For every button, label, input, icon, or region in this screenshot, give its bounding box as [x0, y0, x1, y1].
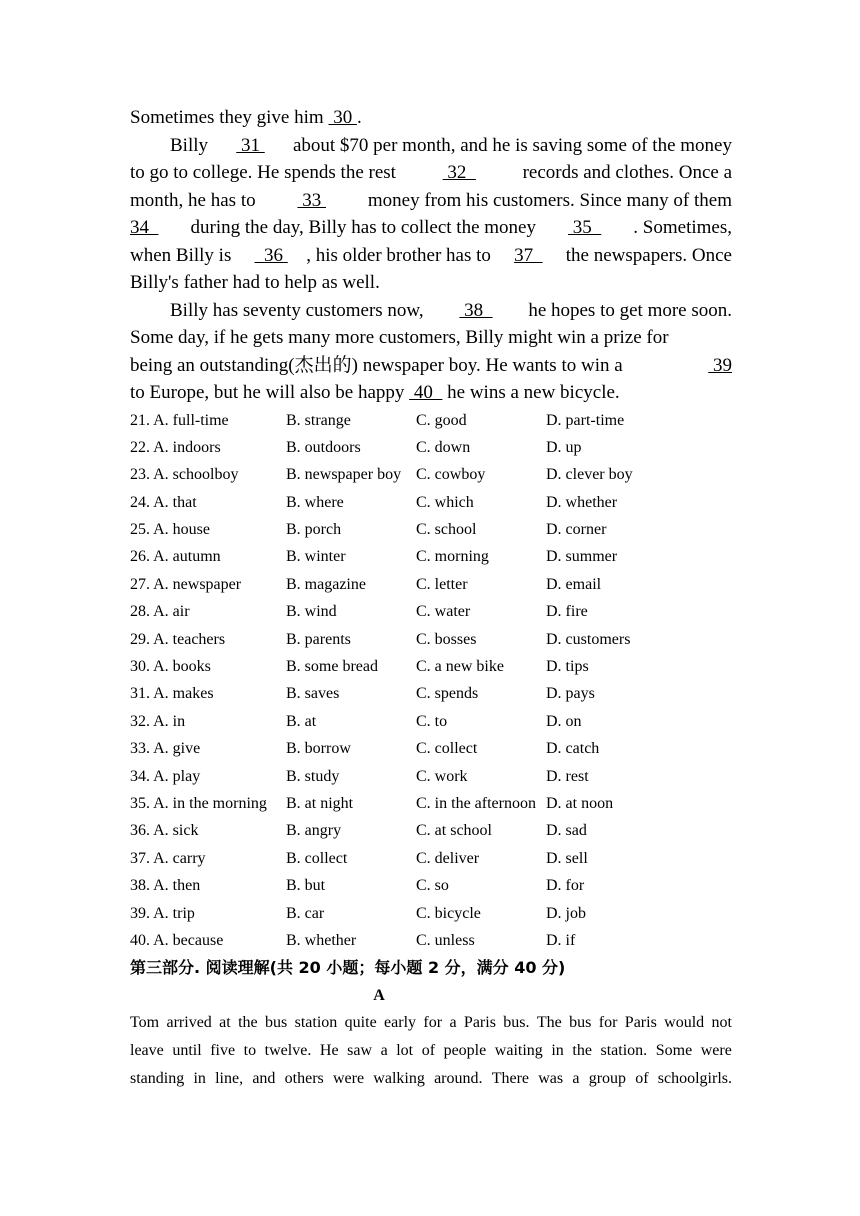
- reading-line: leave until five to twelve. He saw a lot of people waiting in the station. Some were: [130, 1041, 732, 1059]
- passage-text: he wins a new bicycle.: [442, 382, 620, 403]
- option-choice: B. whether: [286, 931, 357, 949]
- option-choice: D. rest: [546, 767, 589, 785]
- section-heading: 第三部分. 阅读理解(共 20 小题；每小题 2 分，满分 40 分): [130, 958, 566, 978]
- option-choice: 29. A. teachers: [130, 630, 226, 648]
- option-choice: 26. A. autumn: [130, 548, 221, 566]
- answer-blank: 34: [130, 217, 159, 238]
- answer-blank: 38: [459, 299, 493, 321]
- answer-blank: 31: [236, 134, 265, 156]
- passage-text: Some day, if he gets many more customers, Billy might win a prize for: [130, 327, 669, 348]
- passage-text: when Billy is: [130, 244, 237, 266]
- option-choice: C. water: [416, 603, 471, 621]
- option-choice: 23. A. schoolboy: [130, 466, 239, 484]
- answer-blank: 40: [409, 382, 443, 403]
- option-choice: 25. A. house: [130, 521, 210, 539]
- option-choice: C. which: [416, 493, 474, 511]
- option-choice: 30. A. books: [130, 658, 211, 676]
- option-choice: 33. A. give: [130, 740, 201, 758]
- document-page: [130, 104, 732, 1092]
- option-choice: D. whether: [546, 493, 618, 511]
- option-choice: D. pays: [546, 685, 595, 703]
- option-row: [130, 461, 732, 488]
- option-choice: C. deliver: [416, 849, 480, 867]
- option-row: [130, 872, 732, 899]
- option-choice: C. bosses: [416, 630, 477, 648]
- option-row: [130, 763, 732, 790]
- passage-text: month, he has to: [130, 189, 261, 211]
- option-choice: C. letter: [416, 575, 468, 593]
- passage-line: [130, 242, 732, 270]
- option-row: [130, 489, 732, 516]
- passage-line: [130, 297, 732, 325]
- option-choice: C. cowboy: [416, 466, 486, 484]
- option-choice: D. catch: [546, 740, 600, 758]
- passage-text: Billy: [170, 134, 213, 156]
- option-row: [130, 653, 732, 680]
- passage-line: [130, 324, 732, 352]
- option-row: [130, 626, 732, 653]
- passage-line: [130, 379, 732, 407]
- option-choice: D. customers: [546, 630, 631, 648]
- option-row: [130, 434, 732, 461]
- option-choice: C. morning: [416, 548, 489, 566]
- answer-blank: 35: [568, 217, 602, 238]
- option-choice: B. saves: [286, 685, 340, 703]
- option-choice: D. on: [546, 712, 582, 730]
- option-choice: B. at: [286, 712, 317, 730]
- option-choice: B. magazine: [286, 575, 366, 593]
- passage-line: [130, 214, 732, 242]
- passage-text: .: [356, 107, 362, 128]
- option-choice: C. collect: [416, 740, 478, 758]
- option-row: [130, 735, 732, 762]
- option-row: [130, 790, 732, 817]
- option-choice: D. email: [546, 575, 602, 593]
- option-choice: 32. A. in: [130, 712, 186, 730]
- option-row: [130, 680, 732, 707]
- option-choice: B. parents: [286, 630, 351, 648]
- option-choice: C. so: [416, 877, 449, 895]
- passage-text: being an outstanding(杰出的) newspaper boy. He wants to win a: [130, 354, 637, 376]
- passage-line: [130, 352, 732, 380]
- option-choice: C. good: [416, 411, 467, 429]
- option-choice: B. where: [286, 493, 344, 511]
- option-choice: D. fire: [546, 603, 588, 621]
- reading-passage-a: [130, 1009, 732, 1092]
- option-choice: C. work: [416, 767, 468, 785]
- passage-text: , his older brother has to: [306, 244, 496, 266]
- option-choice: B. winter: [286, 548, 346, 566]
- passage-text: about $70 per month, and he is saving some of the money: [288, 134, 732, 156]
- option-choice: 24. A. that: [130, 493, 197, 511]
- option-row: [130, 516, 732, 543]
- option-choice: C. spends: [416, 685, 479, 703]
- option-choice: B. study: [286, 767, 340, 785]
- option-choice: B. newspaper boy: [286, 466, 402, 484]
- option-choice: C. to: [416, 712, 448, 730]
- option-choice: B. at night: [286, 794, 354, 812]
- option-choice: 40. A. because: [130, 931, 224, 949]
- option-choice: 37. A. carry: [130, 849, 206, 867]
- option-choice: D. part-time: [546, 411, 625, 429]
- option-choice: B. collect: [286, 849, 348, 867]
- passage-line: [130, 159, 732, 187]
- answer-blank: 33: [297, 189, 326, 211]
- answer-blank: 36: [254, 244, 288, 266]
- passage-text: the newspapers. Once: [561, 244, 732, 266]
- option-choice: 28. A. air: [130, 603, 190, 621]
- option-choice: 22. A. indoors: [130, 438, 221, 456]
- option-choice: B. but: [286, 877, 326, 895]
- option-row: [130, 598, 732, 625]
- passage-text: Billy's father had to help as well.: [130, 272, 380, 293]
- option-choice: D. clever boy: [546, 466, 633, 484]
- option-choice: 21. A. full-time: [130, 411, 229, 429]
- option-choice: C. at school: [416, 822, 492, 840]
- cloze-options-list: [130, 407, 732, 955]
- option-row: [130, 407, 732, 434]
- passage-line: [130, 132, 732, 160]
- passage-line: [130, 104, 732, 132]
- option-choice: D. summer: [546, 548, 618, 566]
- answer-blank: 30: [328, 107, 357, 128]
- option-row: [130, 571, 732, 598]
- option-row: [130, 708, 732, 735]
- option-choice: B. wind: [286, 603, 337, 621]
- option-choice: D. at noon: [546, 794, 614, 812]
- reading-line: Tom arrived at the bus station quite early for a Paris bus. The bus for Paris would not: [130, 1014, 732, 1032]
- answer-blank: 39: [708, 354, 732, 376]
- option-choice: B. outdoors: [286, 438, 361, 456]
- option-choice: D. for: [546, 877, 585, 895]
- option-choice: B. some bread: [286, 658, 378, 676]
- option-choice: D. sell: [546, 849, 588, 867]
- passage-line: [130, 187, 732, 215]
- option-choice: 27. A. newspaper: [130, 575, 242, 593]
- option-choice: B. porch: [286, 521, 342, 539]
- passage-text: he hopes to get more soon.: [523, 299, 732, 321]
- option-choice: D. sad: [546, 822, 587, 840]
- option-choice: 35. A. in the morning: [130, 794, 267, 812]
- option-choice: 31. A. makes: [130, 685, 214, 703]
- passage-text: Sometimes they give him: [130, 107, 329, 128]
- option-choice: 34. A. play: [130, 767, 201, 785]
- passage-text: Billy has seventy customers now,: [170, 299, 429, 321]
- option-choice: C. school: [416, 521, 477, 539]
- passage-text: to Europe, but he will also be happy: [130, 382, 410, 403]
- option-choice: D. corner: [546, 521, 607, 539]
- passage-line: [130, 269, 732, 297]
- passage-a-title: A: [373, 986, 385, 1004]
- option-choice: B. angry: [286, 822, 342, 840]
- option-choice: B. strange: [286, 411, 351, 429]
- option-row: [130, 543, 732, 570]
- passage-text: records and clothes. Once a: [517, 162, 732, 183]
- option-choice: C. in the afternoon: [416, 794, 536, 812]
- option-choice: D. if: [546, 931, 576, 949]
- option-choice: C. unless: [416, 931, 475, 949]
- option-choice: D. job: [546, 904, 586, 922]
- option-choice: 39. A. trip: [130, 904, 195, 922]
- option-choice: 38. A. then: [130, 877, 201, 895]
- option-row: [130, 900, 732, 927]
- cloze-passage: [130, 104, 732, 407]
- passage-text: . Sometimes,: [628, 217, 732, 238]
- option-choice: B. borrow: [286, 740, 351, 758]
- reading-line: standing in line, and others were walking around. There was a group of schoolgirls.: [130, 1069, 732, 1087]
- option-choice: D. up: [546, 438, 582, 456]
- passage-text: during the day, Billy has to collect the money: [185, 217, 541, 238]
- option-row: [130, 817, 732, 844]
- option-choice: D. tips: [546, 658, 589, 676]
- option-choice: C. a new bike: [416, 658, 504, 676]
- option-row: [130, 845, 732, 872]
- option-choice: C. down: [416, 438, 471, 456]
- answer-blank: 37: [514, 244, 543, 266]
- passage-text: money from his customers. Since many of them: [363, 189, 732, 211]
- option-choice: 36. A. sick: [130, 822, 199, 840]
- option-choice: C. bicycle: [416, 904, 481, 922]
- answer-blank: 32: [442, 162, 476, 183]
- option-row: [130, 927, 732, 954]
- passage-text: to go to college. He spends the rest: [130, 162, 401, 183]
- option-choice: B. car: [286, 904, 325, 922]
